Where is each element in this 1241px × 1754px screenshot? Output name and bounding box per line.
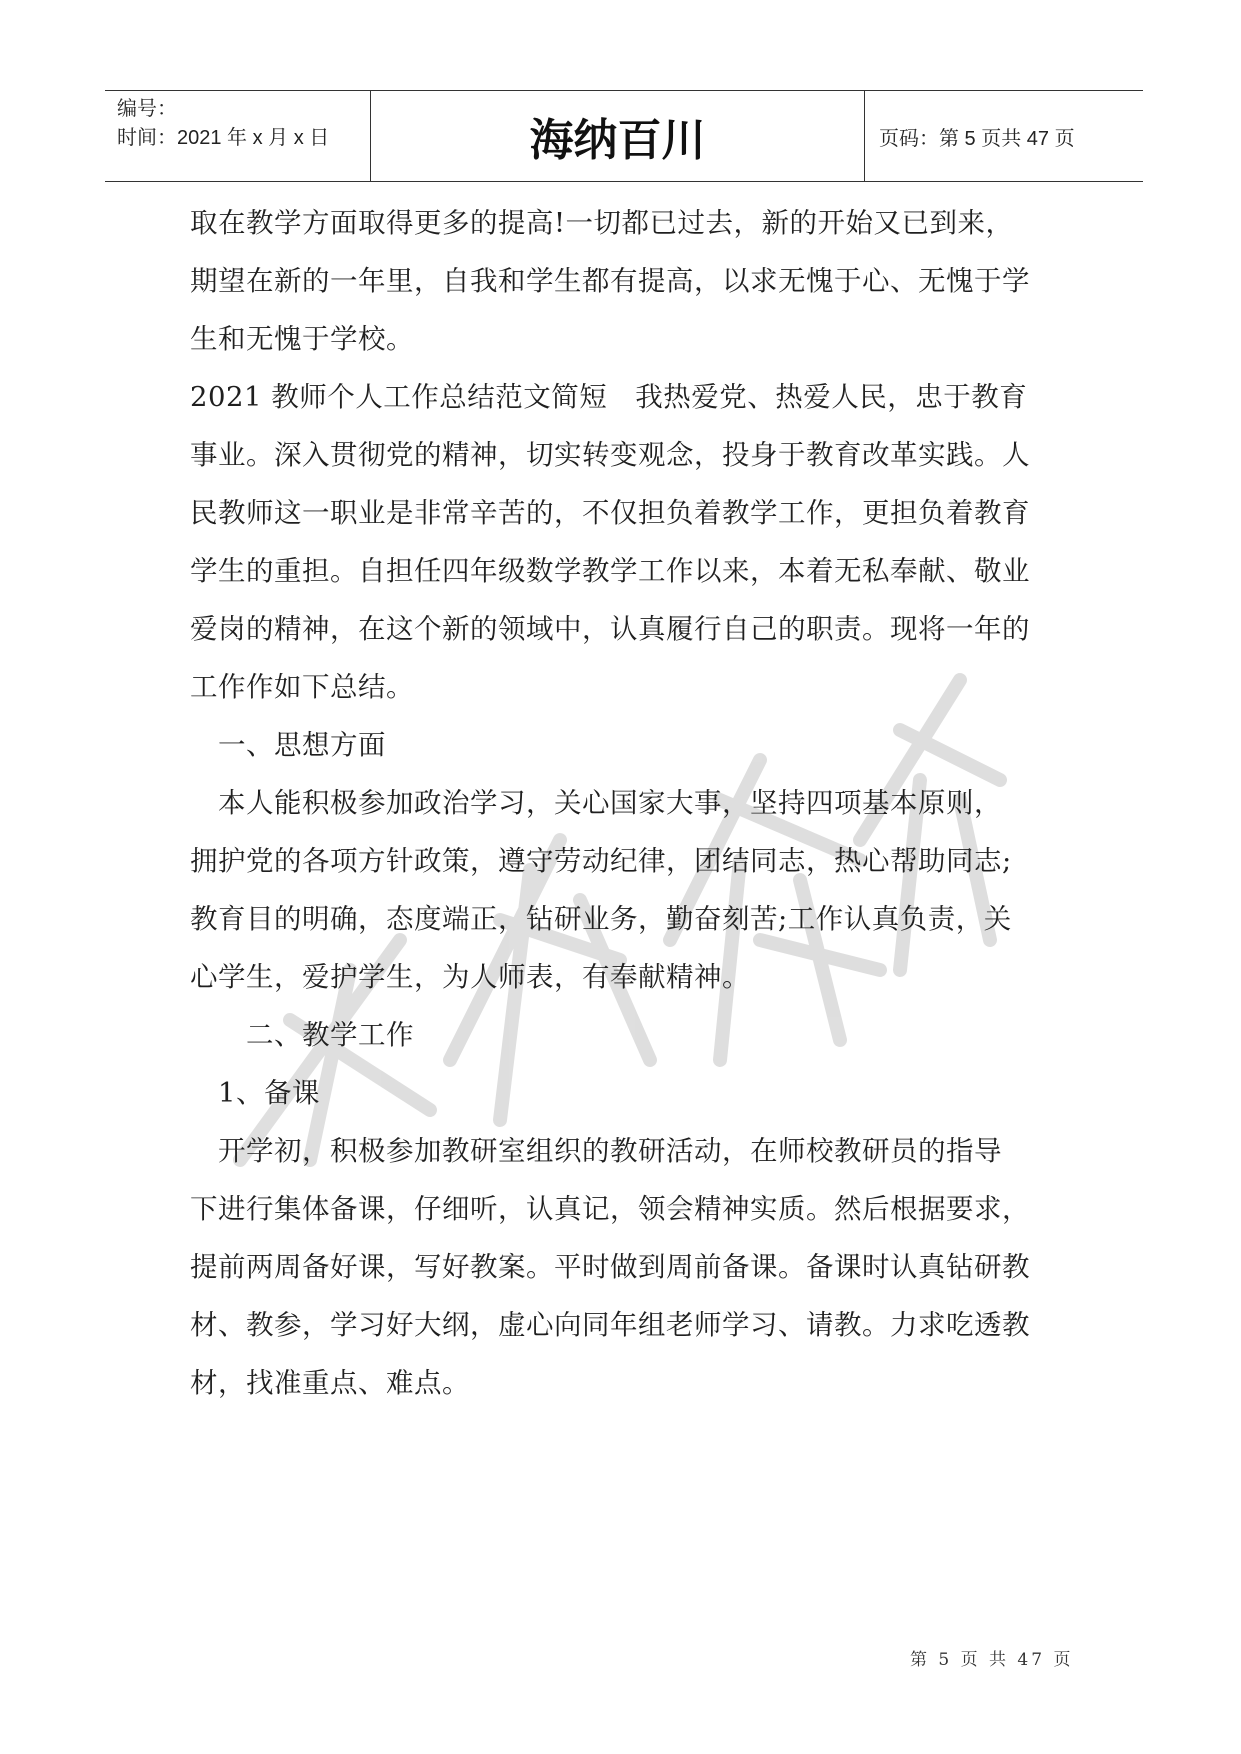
paragraph-line: 2021 教师个人工作总结范文简短 我热爱党、热爱人民，忠于教育 [190, 381, 1028, 413]
paragraph-line: 事业。深入贯彻党的精神，切实转变观念，投身于教育改革实践。人 [190, 439, 1030, 471]
document-time: 时间：2021 年 x 月 x 日 [117, 127, 330, 149]
paragraph-line: 取在教学方面取得更多的提高!一切都已过去，新的开始又已到来， [190, 207, 1014, 239]
document-number-label: 编号： [117, 98, 177, 120]
paragraph-line: 学生的重担。自担任四年级数学教学工作以来，本着无私奉献、敬业 [190, 555, 1030, 587]
subsection-heading: 1、备课 [190, 1077, 320, 1109]
paragraph-line: 生和无愧于学校。 [190, 323, 414, 355]
paragraph-line: 本人能积极参加政治学习，关心国家大事，坚持四项基本原则， [190, 787, 1002, 819]
paragraph-line: 提前两周备好课，写好教案。平时做到周前备课。备课时认真钻研教 [190, 1251, 1030, 1283]
paragraph-line: 教育目的明确，态度端正，钻研业务，勤奋刻苦;工作认真负责，关 [190, 903, 1012, 935]
section-heading: 一、思想方面 [190, 729, 386, 761]
page-footer: 第 5 页 共 47 页 [910, 1650, 1074, 1670]
paragraph-line: 爱岗的精神，在这个新的领域中，认真履行自己的职责。现将一年的 [190, 613, 1030, 645]
paragraph-line: 期望在新的一年里，自我和学生都有提高，以求无愧于心、无愧于学 [190, 265, 1030, 297]
section-heading: 二、教学工作 [190, 1019, 414, 1051]
paragraph-line: 开学初，积极参加教研室组织的教研活动，在师校教研员的指导 [190, 1135, 1002, 1167]
paragraph-line: 心学生，爱护学生，为人师表，有奉献精神。 [190, 961, 750, 993]
company-title: 海纳百川 [370, 91, 865, 181]
paragraph-line: 民教师这一职业是非常辛苦的，不仅担负着教学工作，更担负着教育 [190, 497, 1030, 529]
page-number-label: 页码：第 5 页共 47 页 [879, 127, 1075, 150]
paragraph-line: 下进行集体备课，仔细听，认真记，领会精神实质。然后根据要求， [190, 1193, 1030, 1225]
paragraph-line: 工作作如下总结。 [190, 671, 414, 703]
paragraph-line: 材、教参，学习好大纲，虚心向同年组老师学习、请教。力求吃透教 [190, 1309, 1030, 1341]
paragraph-line: 拥护党的各项方针政策，遵守劳动纪律，团结同志，热心帮助同志; [190, 845, 1012, 877]
paragraph-line: 材，找准重点、难点。 [190, 1367, 470, 1399]
